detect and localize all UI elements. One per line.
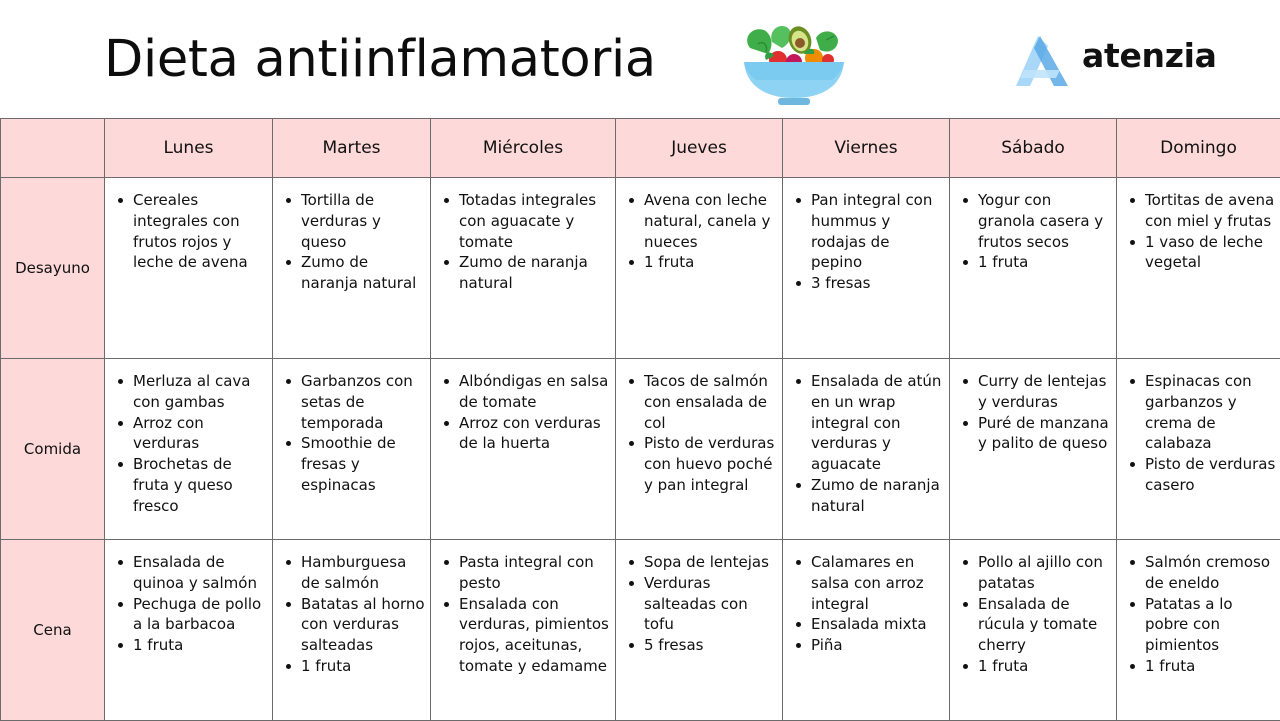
- food-item: 1 fruta: [626, 252, 778, 273]
- food-item: Ensalada con verduras, pimientos rojos, aceitunas, tomate y edamame: [441, 594, 611, 677]
- food-item: Albóndigas en salsa de tomate: [441, 371, 611, 413]
- food-list: [793, 371, 945, 517]
- food-item: Salmón cremoso de eneldo: [1127, 552, 1276, 594]
- food-item: Sopa de lentejas: [626, 552, 778, 573]
- food-item: Tortilla de verduras y queso: [283, 190, 426, 252]
- day-header-jueves: Jueves: [616, 119, 783, 178]
- salad-bowl-icon: [738, 20, 850, 108]
- meal-cell: [616, 540, 783, 721]
- meal-cell: [950, 540, 1117, 721]
- food-item: Ensalada de atún en un wrap integral con verduras y aguacate: [793, 371, 945, 475]
- food-item: Pollo al ajillo con patatas: [960, 552, 1112, 594]
- food-list: [283, 371, 426, 496]
- meal-label: Desayuno: [1, 178, 105, 359]
- meal-cell: [1117, 359, 1280, 540]
- food-list: [1127, 190, 1276, 273]
- food-item: Zumo de naranja natural: [441, 252, 611, 294]
- meal-cell: [1117, 178, 1280, 359]
- day-header-domingo: Domingo: [1117, 119, 1280, 178]
- food-item: Pan integral con hummus y rodajas de pepino: [793, 190, 945, 273]
- corner-cell: [1, 119, 105, 178]
- food-list: [960, 552, 1112, 677]
- meal-cell: [273, 540, 431, 721]
- food-list: [960, 190, 1112, 273]
- food-item: Ensalada de rúcula y tomate cherry: [960, 594, 1112, 656]
- meal-cell: [616, 359, 783, 540]
- food-item: Pechuga de pollo a la barbacoa: [115, 594, 268, 636]
- food-item: Garbanzos con setas de temporada: [283, 371, 426, 433]
- food-item: 5 fresas: [626, 635, 778, 656]
- food-list: [441, 552, 611, 677]
- food-item: Merluza al cava con gambas: [115, 371, 268, 413]
- food-item: Piña: [793, 635, 945, 656]
- food-list: [793, 190, 945, 294]
- meal-cell: [431, 359, 616, 540]
- food-item: Zumo de naranja natural: [793, 475, 945, 517]
- food-item: 1 fruta: [960, 252, 1112, 273]
- food-list: [115, 371, 268, 517]
- food-item: Arroz con verduras de la huerta: [441, 413, 611, 455]
- food-item: Tacos de salmón con ensalada de col: [626, 371, 778, 433]
- food-item: Tortitas de avena con miel y frutas: [1127, 190, 1276, 232]
- food-item: Pisto de verduras con huevo poché y pan integral: [626, 433, 778, 495]
- food-list: [793, 552, 945, 656]
- food-item: Verduras salteadas con tofu: [626, 573, 778, 635]
- food-item: 1 fruta: [1127, 656, 1276, 677]
- meal-cell: [783, 178, 950, 359]
- food-list: [626, 190, 778, 273]
- food-item: Zumo de naranja natural: [283, 252, 426, 294]
- food-list: [115, 552, 268, 656]
- food-list: [1127, 552, 1276, 677]
- meal-cell: [950, 178, 1117, 359]
- food-list: [441, 190, 611, 294]
- food-item: Curry de lentejas y verduras: [960, 371, 1112, 413]
- day-header-sábado: Sábado: [950, 119, 1117, 178]
- meal-row-cena: [1, 540, 1280, 721]
- day-header-lunes: Lunes: [105, 119, 273, 178]
- day-header-miércoles: Miércoles: [431, 119, 616, 178]
- meal-cell: [616, 178, 783, 359]
- food-item: Puré de manzana y palito de queso: [960, 413, 1112, 455]
- food-list: [1127, 371, 1276, 496]
- food-item: Cereales integrales con frutos rojos y leche de avena: [115, 190, 268, 273]
- food-item: Totadas integrales con aguacate y tomate: [441, 190, 611, 252]
- days-header-row: [1, 119, 1280, 178]
- food-list: [626, 552, 778, 656]
- day-header-martes: Martes: [273, 119, 431, 178]
- food-item: Pasta integral con pesto: [441, 552, 611, 594]
- meal-cell: [1117, 540, 1280, 721]
- food-item: 3 fresas: [793, 273, 945, 294]
- page-title: Dieta antiinflamatoria: [104, 30, 656, 89]
- food-item: 1 fruta: [960, 656, 1112, 677]
- meal-label: Comida: [1, 359, 105, 540]
- meal-cell: [273, 359, 431, 540]
- meal-row-comida: [1, 359, 1280, 540]
- meal-cell: [950, 359, 1117, 540]
- meal-cell: [105, 359, 273, 540]
- food-item: Batatas al horno con verduras salteadas: [283, 594, 426, 656]
- food-item: Yogur con granola casera y frutos secos: [960, 190, 1112, 252]
- food-item: Avena con leche natural, canela y nueces: [626, 190, 778, 252]
- food-list: [283, 190, 426, 294]
- food-item: 1 vaso de leche vegetal: [1127, 232, 1276, 274]
- meal-cell: [431, 178, 616, 359]
- meal-cell: [105, 540, 273, 721]
- food-item: Ensalada de quinoa y salmón: [115, 552, 268, 594]
- food-item: Calamares en salsa con arroz integral: [793, 552, 945, 614]
- meal-cell: [783, 540, 950, 721]
- food-item: 1 fruta: [283, 656, 426, 677]
- food-list: [283, 552, 426, 677]
- diet-table: [0, 118, 1280, 721]
- day-header-viernes: Viernes: [783, 119, 950, 178]
- food-list: [626, 371, 778, 496]
- meal-cell: [783, 359, 950, 540]
- food-item: Hamburguesa de salmón: [283, 552, 426, 594]
- food-item: Patatas a lo pobre con pimientos: [1127, 594, 1276, 656]
- meal-cell: [105, 178, 273, 359]
- food-item: Espinacas con garbanzos y crema de calabaza: [1127, 371, 1276, 454]
- meal-cell: [431, 540, 616, 721]
- food-list: [960, 371, 1112, 454]
- brand-logo: [1010, 30, 1217, 94]
- meal-cell: [273, 178, 431, 359]
- food-list: [115, 190, 268, 273]
- meal-row-desayuno: [1, 178, 1280, 359]
- meal-label: Cena: [1, 540, 105, 721]
- brand-name: atenzia: [1082, 36, 1217, 75]
- atenzia-logo-icon: [1010, 30, 1074, 94]
- food-item: 1 fruta: [115, 635, 268, 656]
- food-item: Pisto de verduras casero: [1127, 454, 1276, 496]
- food-list: [441, 371, 611, 454]
- food-item: Ensalada mixta: [793, 614, 945, 635]
- food-item: Brochetas de fruta y queso fresco: [115, 454, 268, 516]
- food-item: Arroz con verduras: [115, 413, 268, 455]
- food-item: Smoothie de fresas y espinacas: [283, 433, 426, 495]
